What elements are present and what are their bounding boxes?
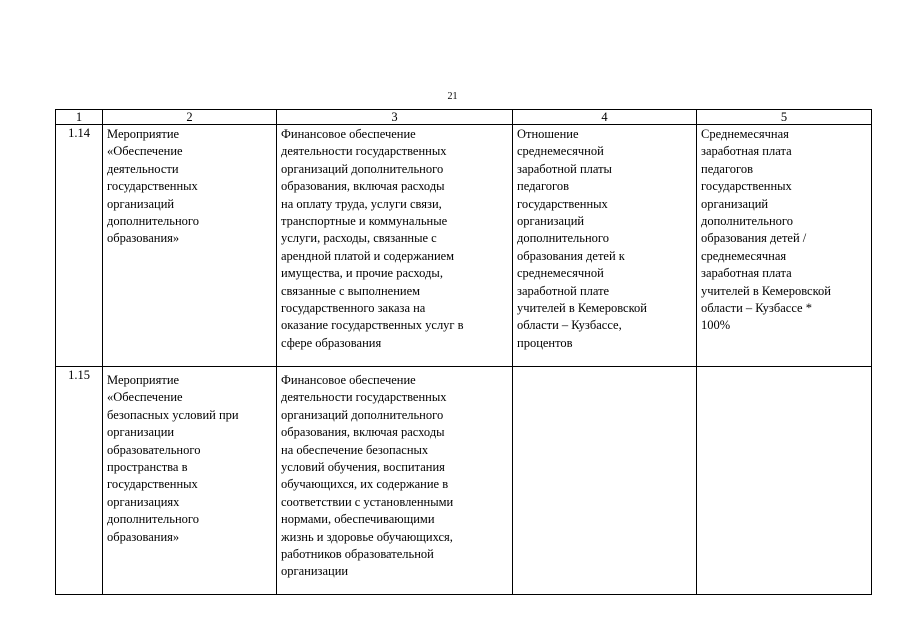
header-col-2: 2 (103, 110, 277, 125)
header-row (56, 110, 872, 125)
event-name: Мероприятие «Обеспечение деятельности государственных организаций дополнительного образования» (103, 125, 277, 367)
page-number: 21 (447, 91, 458, 102)
indicator-formula: Среднемесячная заработная плата педагогов государственных организаций дополнительного образования детей / среднемесячная заработная плата учителей в Кемеровской области – Кузбассе * 100% (697, 125, 872, 367)
measures-table (55, 109, 872, 595)
row-number: 1.15 (56, 367, 103, 595)
table-header (56, 110, 872, 125)
header-col-1: 1 (56, 110, 103, 125)
financing-description: Финансовое обеспечение деятельности государственных организаций дополнительного образования, включая расходы на оплату труда, услуги связи, транспортные и коммунальные услуги, расходы, связанные с арендной платой и содержанием имущества, и прочие расходы, связанные с выполнением государственного заказа на оказание государственных услуг в сфере образования (277, 125, 513, 367)
indicator-name: Отношение среднемесячной заработной платы педагогов государственных организаций дополнительного образования детей к среднемесячной заработной плате учителей в Кемеровской области – Кузбассе, процентов (513, 125, 697, 367)
event-name: Мероприятие «Обеспечение безопасных условий при организации образовательного пространства в государственных организациях дополнительного образования» (103, 367, 277, 595)
financing-description: Финансовое обеспечение деятельности государственных организаций дополнительного образования, включая расходы на обеспечение безопасных условий обучения, воспитания обучающихся, их содержание в соответствии с установленными нормами, обеспечивающими жизнь и здоровье обучающихся, работников образовательной организации (277, 367, 513, 595)
header-col-3: 3 (277, 110, 513, 125)
table-row (56, 125, 872, 367)
indicator-name (513, 367, 697, 595)
row-number: 1.14 (56, 125, 103, 367)
header-col-5: 5 (697, 110, 872, 125)
table-row (56, 367, 872, 595)
header-col-4: 4 (513, 110, 697, 125)
indicator-formula (697, 367, 872, 595)
